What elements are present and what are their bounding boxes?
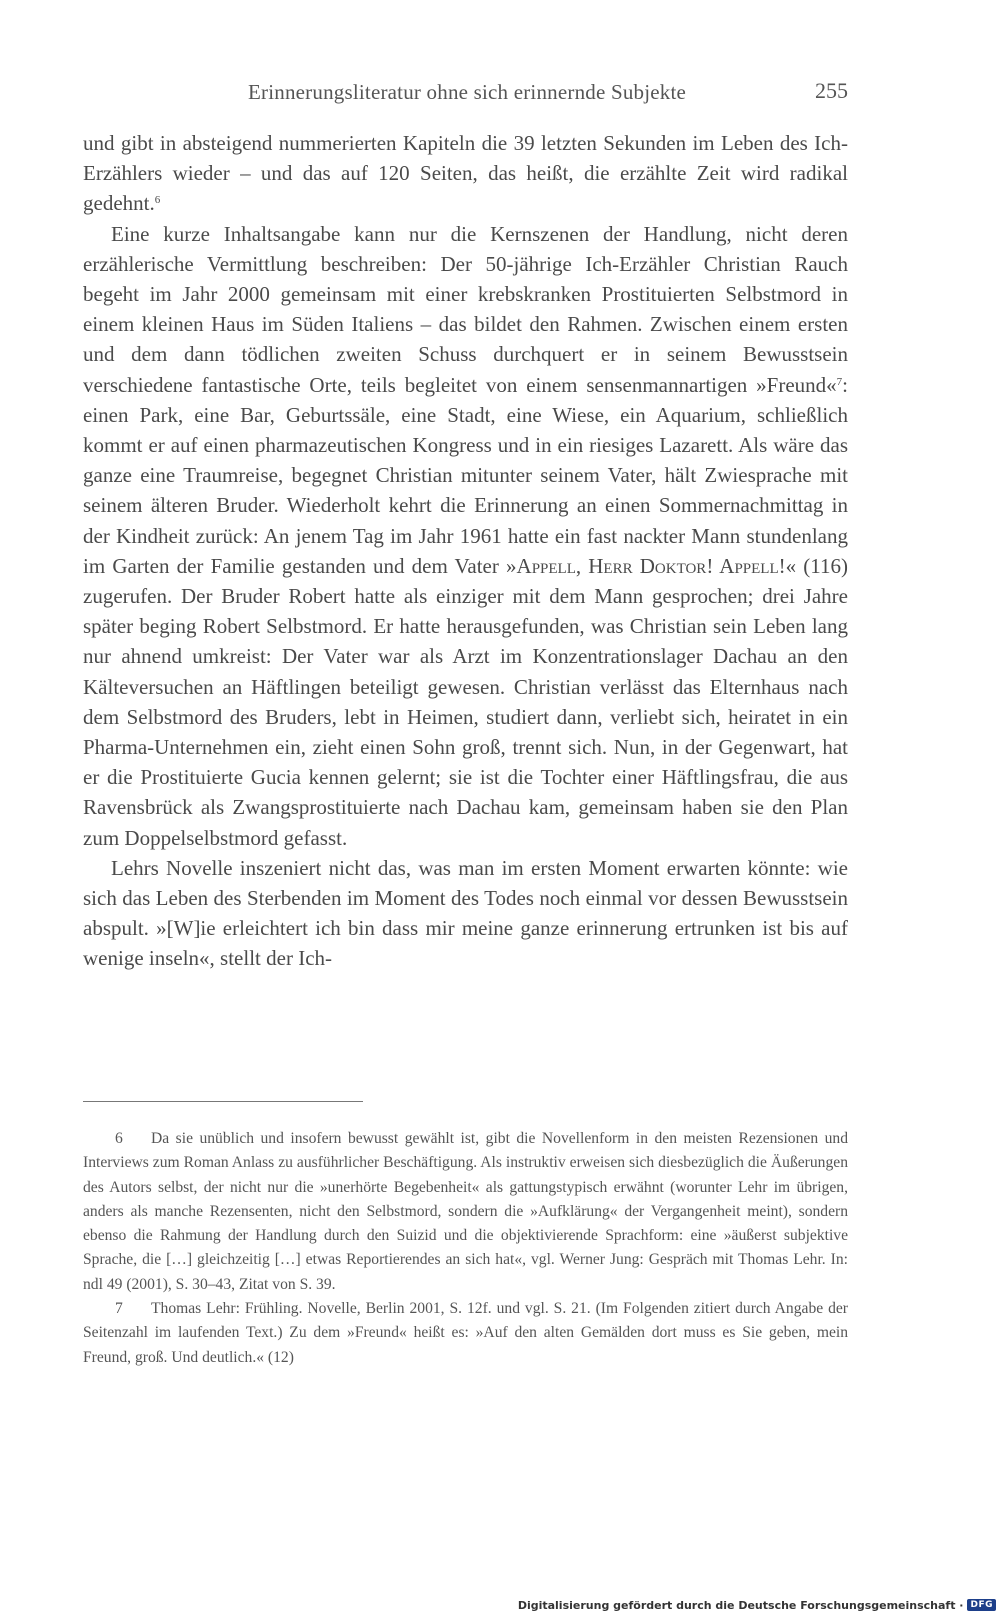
dfg-logo-icon: DFG — [967, 1599, 996, 1611]
paragraph-2 — [83, 219, 848, 853]
footnote-ref-7: 7 — [836, 375, 843, 388]
paragraph-1-text: und gibt in absteigend nummerierten Kapiteln die 39 letzten Sekunden im Leben des Ich-Erzählers wieder – und das auf 120 Seiten, das heißt, die erzählte Zeit wird radikal gedehnt. — [83, 131, 848, 216]
paragraph-2-text-c: « (116) zugerufen. Der Bruder Robert hatte als einziger mit dem Mann gesprochen; drei Jahre später beging Robert Selbstmord. Er hatte herausgefunden, was Christian sein Leben lang nur ahnend umkreist: Der Vater war als Arzt im Konzentrationslager Dachau an den Kälteversuchen an Häftlingen beteiligt gewesen. Christian verlässt das Elternhaus nach dem Selbstmord des Bruders, lebt in Heimen, studiert dann, verliebt sich, heiratet in ein Pharma-Unternehmen ein, zieht einen Sohn groß, trennt sich. Nun, in der Gegenwart, hat er die Prostituierte Gucia kennen gelernt; sie ist die Tochter einer Häftlingsfrau, die aus Ravensbrück als Zwangsprostituierte nach Dachau kam, gemeinsam haben sie den Plan zum Doppelselbstmord gefasst. — [83, 553, 848, 850]
paragraph-3: Lehrs Novelle inszeniert nicht das, was man im ersten Moment erwarten könnte: wie sich das Leben des Sterbenden im Moment des Todes noch einmal vor dessen Bewusstsein abspult. »[W]ie erleichtert ich bin dass mir meine ganze erinnerung ertrunken ist bis auf wenige inseln«, stellt der Ich- — [83, 855, 848, 971]
page-number: 255 — [815, 78, 848, 103]
digitization-banner — [518, 1597, 996, 1613]
footnote-ref-6: 6 — [154, 194, 161, 207]
footnote-7 — [83, 1297, 848, 1370]
paragraph-1 — [83, 128, 848, 219]
digitization-text: Digitalisierung gefördert durch die Deutsche Forschungsgemeinschaft · — [517, 1598, 964, 1612]
running-header — [80, 78, 848, 110]
footnote-number: 6 — [115, 1130, 123, 1147]
footnote-text: Thomas Lehr: Frühling. Novelle, Berlin 2001, S. 12f. und vgl. S. 21. (Im Folgenden zitiert durch Angabe der Seitenzahl im laufenden Text.) Zu dem »Freund« heißt es: »Auf den alten Gemälden dort muss es Sie geben, mein Freund, groß. Und deutlich.« (12) — [83, 1300, 848, 1366]
running-title: Erinnerungsliteratur ohne sich erinnernde Subjekte — [248, 80, 687, 104]
quoted-shout: Appell, Herr Doktor! Appell! — [516, 553, 786, 578]
footnote-text: Da sie unüblich und insofern bewusst gewählt ist, gibt die Novellenform in den meisten Rezensionen und Interviews zum Roman Anlass zu ausführlicher Beschäftigung. Als instruktiv erweisen sich diesbezüglich die Äußerungen des Autors selbst, der nicht nur die »unerhörte Begebenheit« als gattungstypisch erwähnt (worunter Lehr im übrigen, anders als manche Rezensenten, nicht den Selbstmord, sondern die »Aufklärung« der Vergangenheit meint), sondern ebenso die Rahmung der Handlung durch den Suizid und die objektivierende Sprachform: eine »äußerst subjektive Sprache, die […] gleichzeitig […] etwas Reportierendes an sich hat«, vgl. Werner Jung: Gespräch mit Thomas Lehr. In: ndl 49 (2001), S. 30–43, Zitat von S. 39. — [83, 1130, 848, 1293]
paragraph-2-text-a: Eine kurze Inhaltsangabe kann nur die Kernszenen der Handlung, nicht deren erzählerische Vermittlung beschreiben: Der 50-jährige Ich-Erzähler Christian Rauch begeht im Jahr 2000 gemeinsam mit einer krebskranken Prostituierten Selbstmord in einem kleinen Haus im Süden Italiens – das bildet den Rahmen. Zwischen einem ersten und dem dann tödlichen zweiten Schuss durchquert er in seinem Bewusstsein verschiedene fantastische Orte, teils begleitet von einem sensenmannartigen »Freund« — [83, 221, 848, 397]
footnote-6 — [83, 1127, 848, 1297]
footnote-separator — [83, 1101, 363, 1102]
footnotes — [83, 1127, 848, 1370]
footnote-number: 7 — [115, 1300, 123, 1318]
paragraph-2-text-b: : einen Park, eine Bar, Geburtssäle, eine Stadt, eine Wiese, ein Aquarium, schließlich kommt er auf einen pharmazeutischen Kongress und in ein riesiges Lazarett. Als wäre das ganze eine Traumreise, begegnet Christian mitunter seinem Vater, hält Zwiesprache mit seinem älteren Bruder. Wiederholt kehrt die Erinnerung an einen Sommernachmittag in der Kindheit zurück: An jenem Tag im Jahr 1961 hatte ein fast nackter Mann stundenlang im Garten der Familie gestanden und dem Vater » — [83, 372, 848, 578]
main-text — [83, 128, 848, 974]
